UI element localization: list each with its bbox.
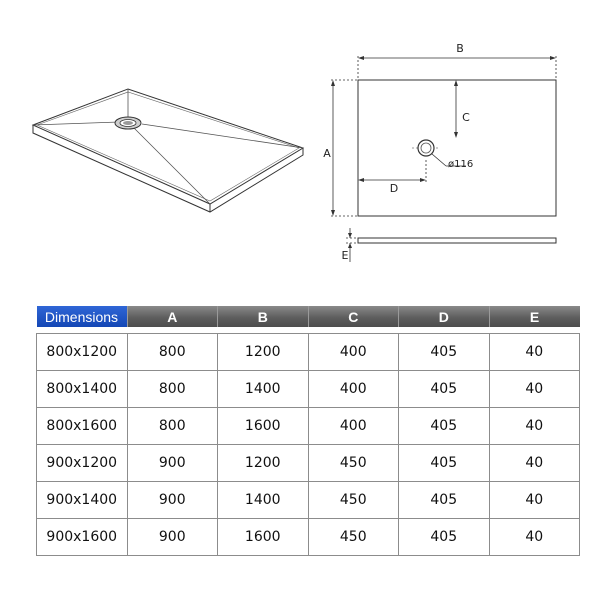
table-row: [37, 408, 580, 445]
cell-d: 405: [399, 482, 490, 519]
cell-e: 40: [489, 445, 580, 482]
cell-size: 900x1200: [37, 445, 128, 482]
label-a: A: [323, 147, 331, 160]
table-row: [37, 371, 580, 408]
header-b: B: [218, 306, 309, 327]
cell-c: 450: [308, 445, 399, 482]
cell-e: 40: [489, 482, 580, 519]
header-e: E: [489, 306, 580, 327]
technical-drawing: [0, 0, 600, 290]
drain-icon: [115, 117, 141, 129]
cell-d: 405: [399, 408, 490, 445]
dimensions-table: [36, 306, 580, 556]
label-c: C: [462, 111, 470, 124]
cell-c: 450: [308, 482, 399, 519]
table-row: [37, 445, 580, 482]
label-b: B: [456, 42, 464, 55]
cell-c: 400: [308, 408, 399, 445]
label-diameter: ø116: [448, 159, 474, 170]
table-row: [37, 334, 580, 371]
cell-d: 405: [399, 445, 490, 482]
cell-b: 1600: [218, 408, 309, 445]
header-dimensions: Dimensions: [37, 306, 128, 327]
cell-b: 1200: [218, 445, 309, 482]
cell-size: 800x1400: [37, 371, 128, 408]
label-d: D: [389, 182, 399, 195]
cell-a: 800: [127, 408, 218, 445]
label-e: E: [341, 249, 349, 262]
cell-a: 800: [127, 371, 218, 408]
isometric-tray-view: [33, 89, 303, 212]
cell-e: 40: [489, 334, 580, 371]
cell-size: 800x1600: [37, 408, 128, 445]
cell-c: 400: [308, 371, 399, 408]
cell-c: 400: [308, 334, 399, 371]
cell-size: 800x1200: [37, 334, 128, 371]
cell-e: 40: [489, 519, 580, 556]
table-row: [37, 482, 580, 519]
cell-b: 1400: [218, 371, 309, 408]
table-header-row: [37, 306, 580, 327]
cell-e: 40: [489, 371, 580, 408]
table-row: [37, 519, 580, 556]
cell-b: 1400: [218, 482, 309, 519]
cell-d: 405: [399, 334, 490, 371]
cell-c: 450: [308, 519, 399, 556]
cell-a: 900: [127, 519, 218, 556]
header-d: D: [399, 306, 490, 327]
cell-b: 1600: [218, 519, 309, 556]
top-view: [331, 56, 556, 262]
cell-size: 900x1400: [37, 482, 128, 519]
cell-b: 1200: [218, 334, 309, 371]
cell-d: 405: [399, 519, 490, 556]
cell-size: 900x1600: [37, 519, 128, 556]
header-c: C: [308, 306, 399, 327]
cell-d: 405: [399, 371, 490, 408]
cell-a: 800: [127, 334, 218, 371]
cell-a: 900: [127, 445, 218, 482]
cell-e: 40: [489, 408, 580, 445]
cell-a: 900: [127, 482, 218, 519]
header-a: A: [127, 306, 218, 327]
